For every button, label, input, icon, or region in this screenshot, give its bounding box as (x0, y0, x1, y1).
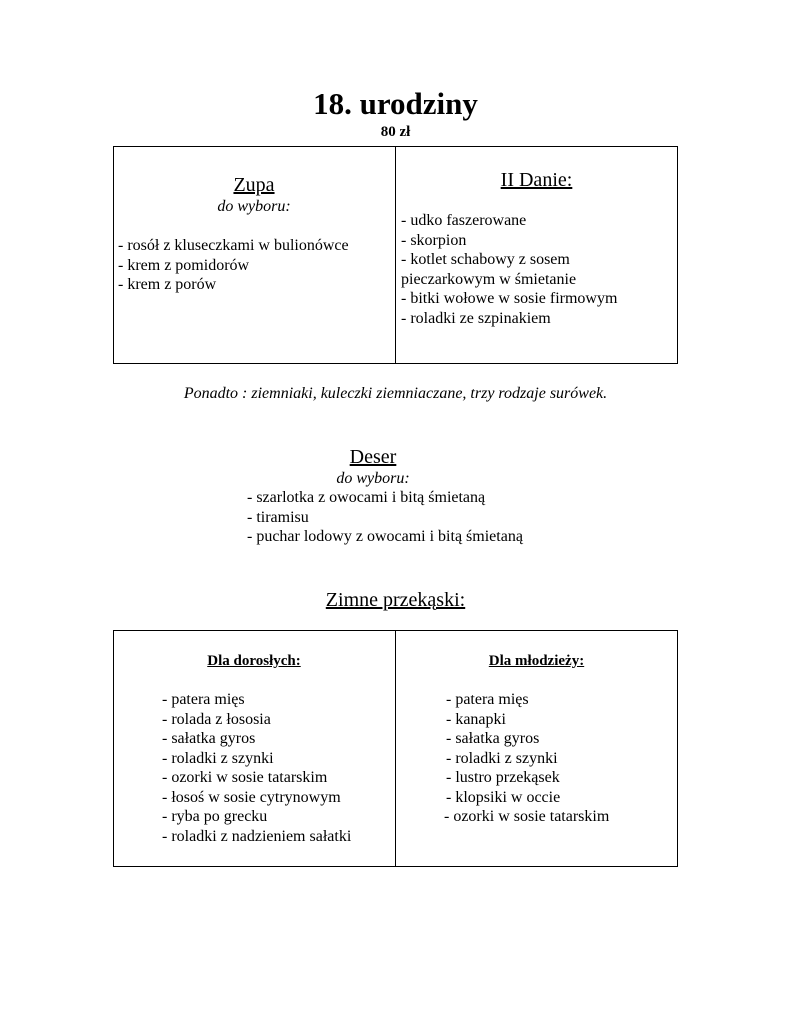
adults-list (162, 690, 351, 846)
list-item: - udko faszerowane (401, 212, 527, 229)
list-item: - skorpion (401, 231, 467, 249)
list-item: - sałatka gyros (446, 730, 540, 747)
dessert-heading: Deser (349, 446, 397, 468)
youth-list (446, 690, 609, 827)
dessert-list (247, 488, 523, 547)
sides-note: Ponadto : ziemniaki, kuleczki ziemniaczane, trzy rodzaje surówek. (183, 385, 608, 402)
list-item: - kotlet schabowy z sosem (401, 251, 570, 268)
youth-heading: Dla młodzieży: (488, 653, 585, 669)
list-item: - sałatka gyros (162, 730, 256, 747)
list-item: pieczarkowym w śmietanie (401, 270, 577, 288)
list-item: - roladki ze szpinakiem (401, 309, 551, 327)
list-item: - bitki wołowe w sosie firmowym (401, 290, 618, 307)
soup-heading: Zupa (233, 174, 275, 196)
second-course-list (401, 211, 617, 328)
dessert-subheading: do wyboru: (336, 470, 410, 487)
list-item: - roladki z szynki (446, 749, 558, 767)
soup-subheading: do wyboru: (217, 198, 291, 215)
list-item: - patera mięs (446, 691, 529, 708)
list-item: - roladki z nadzieniem sałatki (162, 827, 352, 845)
list-item: - rolada z łososia (162, 710, 271, 728)
page-title: 18. urodziny (313, 86, 478, 121)
list-item: - klopsiki w occie (446, 788, 561, 806)
soup-list (118, 236, 349, 295)
list-item: - ryba po grecku (162, 808, 268, 825)
list-item: - łosoś w sosie cytrynowym (162, 788, 341, 806)
list-item: - szarlotka z owocami i bitą śmietaną (247, 489, 486, 506)
adults-heading: Dla dorosłych: (207, 653, 301, 669)
list-item: - rosół z kluseczkami w bulionówce (118, 237, 349, 254)
list-item: - krem z porów (118, 276, 217, 293)
price: 80 zł (380, 124, 411, 140)
list-item: - patera mięs (162, 691, 245, 708)
list-item: - lustro przekąsek (446, 769, 560, 786)
list-item: - ozorki w sosie tatarskim (444, 808, 610, 825)
list-item: - kanapki (446, 710, 506, 728)
cold-appetizers-heading: Zimne przekąski: (325, 589, 466, 611)
second-course-heading: II Danie: (500, 169, 573, 191)
list-item: - puchar lodowy z owocami i bitą śmietaną (247, 528, 523, 545)
list-item: - ozorki w sosie tatarskim (162, 769, 328, 786)
list-item: - roladki z szynki (162, 749, 274, 767)
list-item: - tiramisu (247, 508, 309, 526)
list-item: - krem z pomidorów (118, 256, 250, 274)
